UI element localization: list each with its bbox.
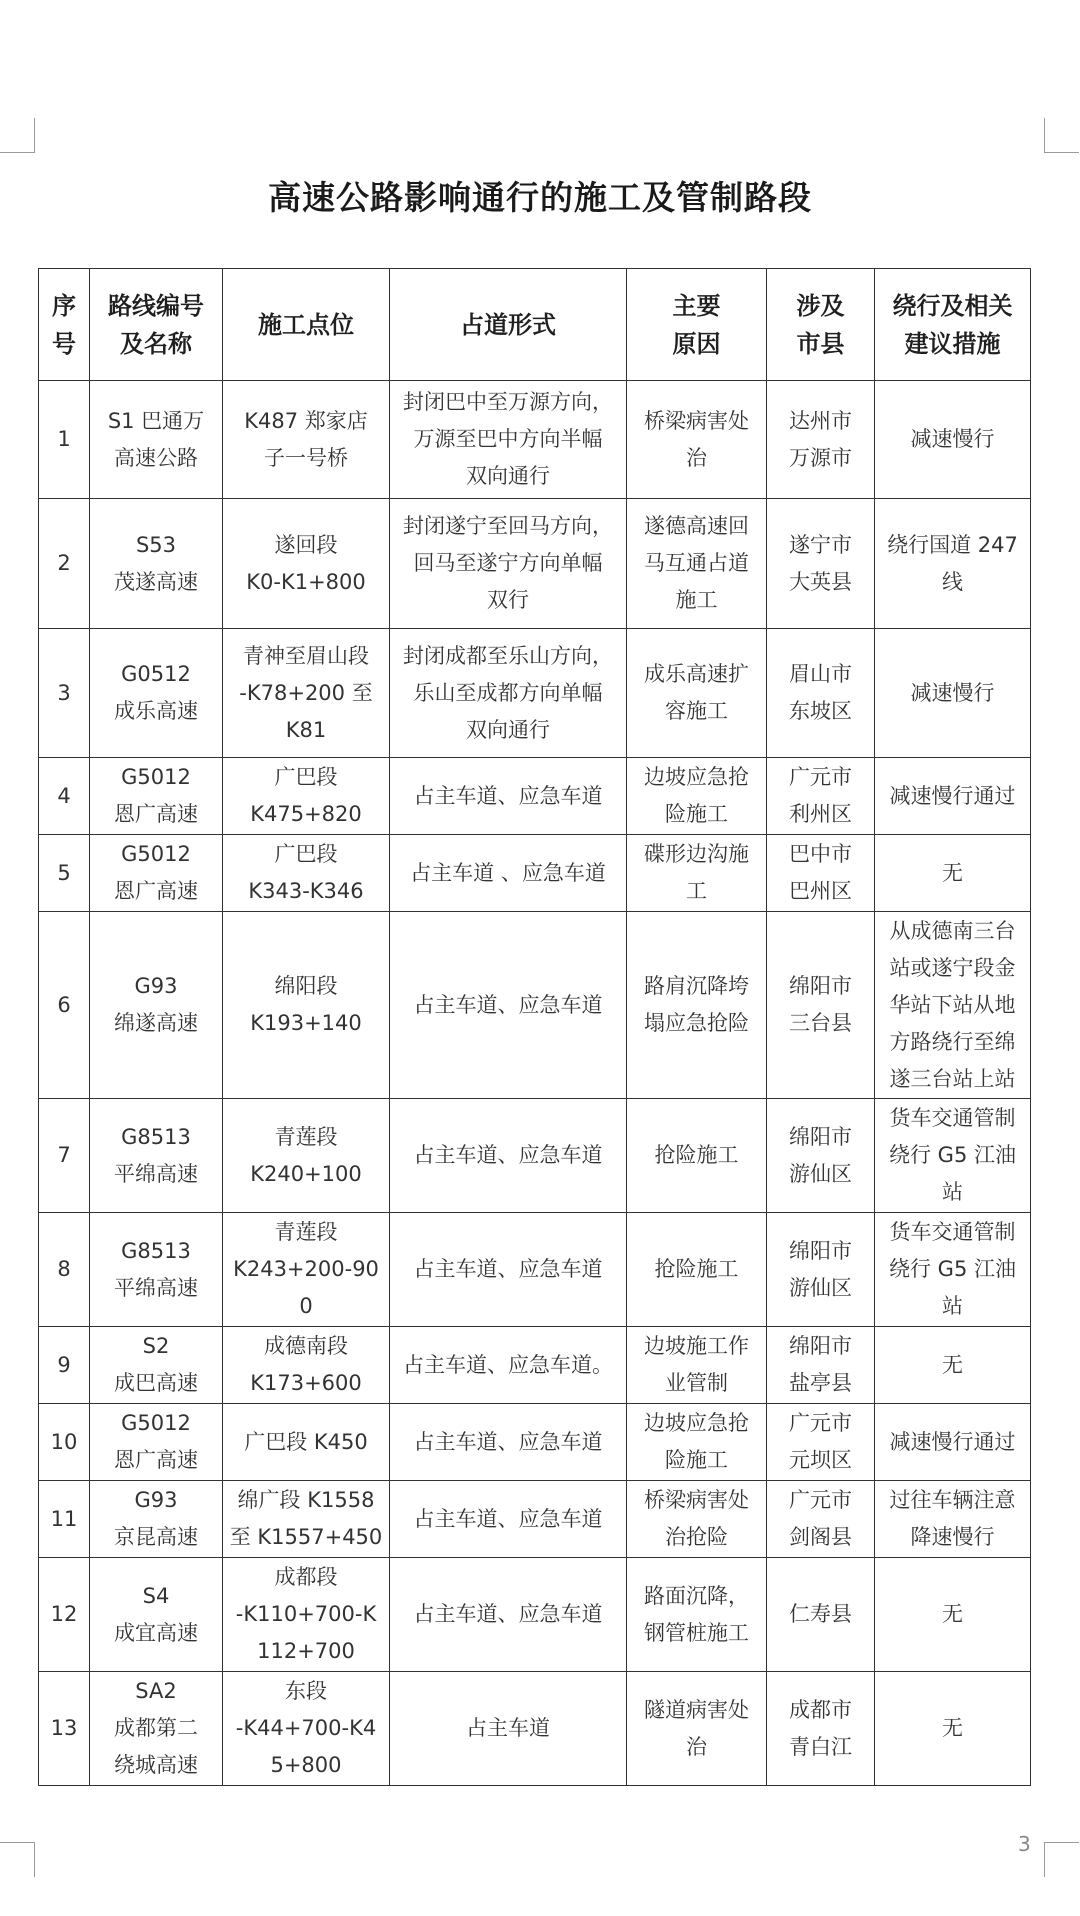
cell-location: 绵广段 K1558 至 K1557+450 xyxy=(223,1481,390,1558)
column-header-city-county: 涉及 市县 xyxy=(767,269,875,381)
column-header-location: 施工点位 xyxy=(223,269,390,381)
cell-reason: 边坡应急抢 险施工 xyxy=(627,1404,767,1481)
table-row xyxy=(39,499,1031,629)
cell-seq: 10 xyxy=(39,1404,90,1481)
cell-seq: 4 xyxy=(39,758,90,835)
table-row xyxy=(39,629,1031,758)
cell-detour-advice: 无 xyxy=(875,1327,1031,1404)
cell-reason: 桥梁病害处 治 xyxy=(627,381,767,499)
cell-city-county: 绵阳市 游仙区 xyxy=(767,1099,875,1213)
cell-city-county: 绵阳市 三台县 xyxy=(767,912,875,1099)
cell-detour-advice: 减速慢行 xyxy=(875,381,1031,499)
cell-location: K487 郑家店 子一号桥 xyxy=(223,381,390,499)
cell-location: 遂回段 K0-K1+800 xyxy=(223,499,390,629)
table-row xyxy=(39,1099,1031,1213)
cell-reason: 碟形边沟施 工 xyxy=(627,835,767,912)
cell-seq: 9 xyxy=(39,1327,90,1404)
cell-lane-occupation: 占主车道、应急车道 xyxy=(390,1481,627,1558)
cell-city-county: 绵阳市 盐亭县 xyxy=(767,1327,875,1404)
cell-city-county: 眉山市 东坡区 xyxy=(767,629,875,758)
page-title: 高速公路影响通行的施工及管制路段 xyxy=(268,178,812,217)
cell-location: 青莲段 K240+100 xyxy=(223,1099,390,1213)
cell-city-county: 仁寿县 xyxy=(767,1558,875,1672)
cell-detour-advice: 减速慢行通过 xyxy=(875,758,1031,835)
column-header-lane-occupation: 占道形式 xyxy=(390,269,627,381)
cell-lane-occupation: 占主车道、应急车道 xyxy=(390,912,627,1099)
cell-seq: 12 xyxy=(39,1558,90,1672)
cell-route: S2 成巴高速 xyxy=(90,1327,223,1404)
cell-route: S1 巴通万 高速公路 xyxy=(90,381,223,499)
cell-lane-occupation: 占主车道、应急车道 xyxy=(390,758,627,835)
cell-detour-advice: 无 xyxy=(875,835,1031,912)
cell-detour-advice: 绕行国道 247 线 xyxy=(875,499,1031,629)
cell-location: 绵阳段 K193+140 xyxy=(223,912,390,1099)
cell-location: 青神至眉山段 -K78+200 至 K81 xyxy=(223,629,390,758)
cell-seq: 1 xyxy=(39,381,90,499)
closures-table xyxy=(38,268,1031,1786)
cell-detour-advice: 从成德南三台 站或遂宁段金 华站下站从地 方路绕行至绵 遂三台站上站 xyxy=(875,912,1031,1099)
crop-mark-bottom-left xyxy=(0,1842,35,1877)
table-row xyxy=(39,758,1031,835)
crop-mark-top-right xyxy=(1044,118,1079,153)
table-header-row xyxy=(39,269,1031,381)
cell-lane-occupation: 占主车道、应急车道。 xyxy=(390,1327,627,1404)
column-header-seq: 序 号 xyxy=(39,269,90,381)
table-row xyxy=(39,1327,1031,1404)
page-number: 3 xyxy=(1018,1832,1031,1856)
cell-route: G5012 恩广高速 xyxy=(90,1404,223,1481)
cell-reason: 边坡应急抢 险施工 xyxy=(627,758,767,835)
cell-seq: 11 xyxy=(39,1481,90,1558)
cell-lane-occupation: 占主车道、应急车道 xyxy=(390,1558,627,1672)
cell-reason: 桥梁病害处 治抢险 xyxy=(627,1481,767,1558)
cell-seq: 13 xyxy=(39,1672,90,1786)
cell-reason: 边坡施工作 业管制 xyxy=(627,1327,767,1404)
cell-city-county: 绵阳市 游仙区 xyxy=(767,1213,875,1327)
cell-lane-occupation: 封闭成都至乐山方向， 乐山至成都方向单幅 双向通行 xyxy=(390,629,627,758)
cell-detour-advice: 减速慢行 xyxy=(875,629,1031,758)
cell-city-county: 遂宁市 大英县 xyxy=(767,499,875,629)
cell-location: 广巴段 K343-K346 xyxy=(223,835,390,912)
cell-reason: 路肩沉降垮 塌应急抢险 xyxy=(627,912,767,1099)
cell-route: S4 成宜高速 xyxy=(90,1558,223,1672)
cell-lane-occupation: 占主车道、应急车道 xyxy=(390,1213,627,1327)
cell-seq: 2 xyxy=(39,499,90,629)
cell-route: G5012 恩广高速 xyxy=(90,758,223,835)
cell-route: G8513 平绵高速 xyxy=(90,1099,223,1213)
cell-detour-advice: 无 xyxy=(875,1558,1031,1672)
table-row xyxy=(39,1558,1031,1672)
cell-reason: 抢险施工 xyxy=(627,1099,767,1213)
column-header-detour-advice: 绕行及相关 建议措施 xyxy=(875,269,1031,381)
cell-seq: 5 xyxy=(39,835,90,912)
cell-location: 青莲段 K243+200-90 0 xyxy=(223,1213,390,1327)
cell-location: 成都段 -K110+700-K 112+700 xyxy=(223,1558,390,1672)
cell-route: G93 京昆高速 xyxy=(90,1481,223,1558)
table-row xyxy=(39,835,1031,912)
cell-route: SA2 成都第二 绕城高速 xyxy=(90,1672,223,1786)
cell-reason: 路面沉降， 钢管桩施工 xyxy=(627,1558,767,1672)
cell-seq: 3 xyxy=(39,629,90,758)
table-row xyxy=(39,381,1031,499)
table-row xyxy=(39,1404,1031,1481)
cell-seq: 8 xyxy=(39,1213,90,1327)
cell-location: 成德南段 K173+600 xyxy=(223,1327,390,1404)
cell-lane-occupation: 封闭巴中至万源方向， 万源至巴中方向半幅 双向通行 xyxy=(390,381,627,499)
cell-reason: 遂德高速回 马互通占道 施工 xyxy=(627,499,767,629)
cell-route: G5012 恩广高速 xyxy=(90,835,223,912)
cell-detour-advice: 无 xyxy=(875,1672,1031,1786)
table-row xyxy=(39,1481,1031,1558)
cell-lane-occupation: 占主车道、应急车道 xyxy=(390,1099,627,1213)
table-row xyxy=(39,912,1031,1099)
cell-detour-advice: 货车交通管制 绕行 G5 江油 站 xyxy=(875,1099,1031,1213)
cell-lane-occupation: 占主车道 xyxy=(390,1672,627,1786)
cell-route: G0512 成乐高速 xyxy=(90,629,223,758)
cell-location: 东段 -K44+700-K4 5+800 xyxy=(223,1672,390,1786)
cell-detour-advice: 货车交通管制 绕行 G5 江油 站 xyxy=(875,1213,1031,1327)
cell-city-county: 成都市 青白江 xyxy=(767,1672,875,1786)
column-header-reason: 主要 原因 xyxy=(627,269,767,381)
cell-reason: 隧道病害处 治 xyxy=(627,1672,767,1786)
cell-detour-advice: 过往车辆注意 降速慢行 xyxy=(875,1481,1031,1558)
cell-city-county: 巴中市 巴州区 xyxy=(767,835,875,912)
cell-detour-advice: 减速慢行通过 xyxy=(875,1404,1031,1481)
cell-seq: 6 xyxy=(39,912,90,1099)
cell-seq: 7 xyxy=(39,1099,90,1213)
cell-lane-occupation: 占主车道 、应急车道 xyxy=(390,835,627,912)
crop-mark-top-left xyxy=(0,118,35,153)
table-body xyxy=(39,381,1031,1786)
cell-city-county: 达州市 万源市 xyxy=(767,381,875,499)
table-row xyxy=(39,1672,1031,1786)
crop-mark-bottom-right xyxy=(1044,1842,1079,1877)
cell-lane-occupation: 占主车道、应急车道 xyxy=(390,1404,627,1481)
table-row xyxy=(39,1213,1031,1327)
cell-route: S53 茂遂高速 xyxy=(90,499,223,629)
cell-city-county: 广元市 剑阁县 xyxy=(767,1481,875,1558)
cell-city-county: 广元市 利州区 xyxy=(767,758,875,835)
column-header-route: 路线编号 及名称 xyxy=(90,269,223,381)
cell-reason: 成乐高速扩 容施工 xyxy=(627,629,767,758)
cell-lane-occupation: 封闭遂宁至回马方向， 回马至遂宁方向单幅 双行 xyxy=(390,499,627,629)
cell-route: G93 绵遂高速 xyxy=(90,912,223,1099)
cell-location: 广巴段 K450 xyxy=(223,1404,390,1481)
cell-city-county: 广元市 元坝区 xyxy=(767,1404,875,1481)
cell-route: G8513 平绵高速 xyxy=(90,1213,223,1327)
cell-reason: 抢险施工 xyxy=(627,1213,767,1327)
cell-location: 广巴段 K475+820 xyxy=(223,758,390,835)
